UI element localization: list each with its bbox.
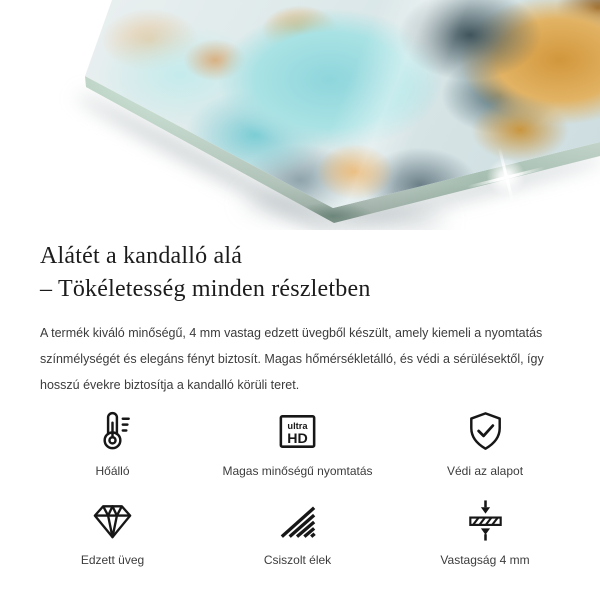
diamond-icon (89, 497, 136, 544)
ultra-hd-icon (274, 408, 321, 455)
polished-edges-icon (274, 497, 321, 544)
section-paragraph: A termék kiváló minőségű, 4 mm vastag edzett üvegből készült, amely kiemeli a nyomtatás színmélységét és elegáns fényt biztosít. Magas hőmérsékletálló, és védi a sérülésektől, így hosszú évekre biztosítja a kandalló körüli teret. (40, 326, 544, 393)
ultra-hd-text-bottom: HD (287, 430, 308, 447)
heading-line-2: – Tökéletesség minden részletben (40, 276, 371, 303)
feature-label: Védi az alapot (446, 464, 524, 479)
section-heading (40, 240, 560, 306)
thickness-icon (462, 497, 509, 544)
description-section (0, 240, 600, 398)
feature-label: Hőálló (95, 464, 130, 479)
feature-label: Csiszolt élek (263, 553, 332, 568)
feature-thickness (410, 497, 560, 568)
feature-print-quality (185, 408, 410, 479)
shield-check-icon (462, 408, 509, 455)
product-image (0, 0, 600, 230)
features-grid (0, 408, 600, 568)
feature-polished-edges (185, 497, 410, 568)
thermometer-icon (89, 408, 136, 455)
feature-label: Magas minőségű nyomtatás (222, 464, 373, 479)
feature-label: Edzett üveg (80, 553, 145, 568)
feature-protects-base (410, 408, 560, 479)
heading-line-1: Alátét a kandalló alá (40, 243, 243, 269)
feature-tempered-glass (40, 497, 185, 568)
feature-heat-resistant (40, 408, 185, 479)
ultra-hd-text-top: ultra (287, 421, 308, 432)
feature-label: Vastagság 4 mm (440, 553, 530, 568)
